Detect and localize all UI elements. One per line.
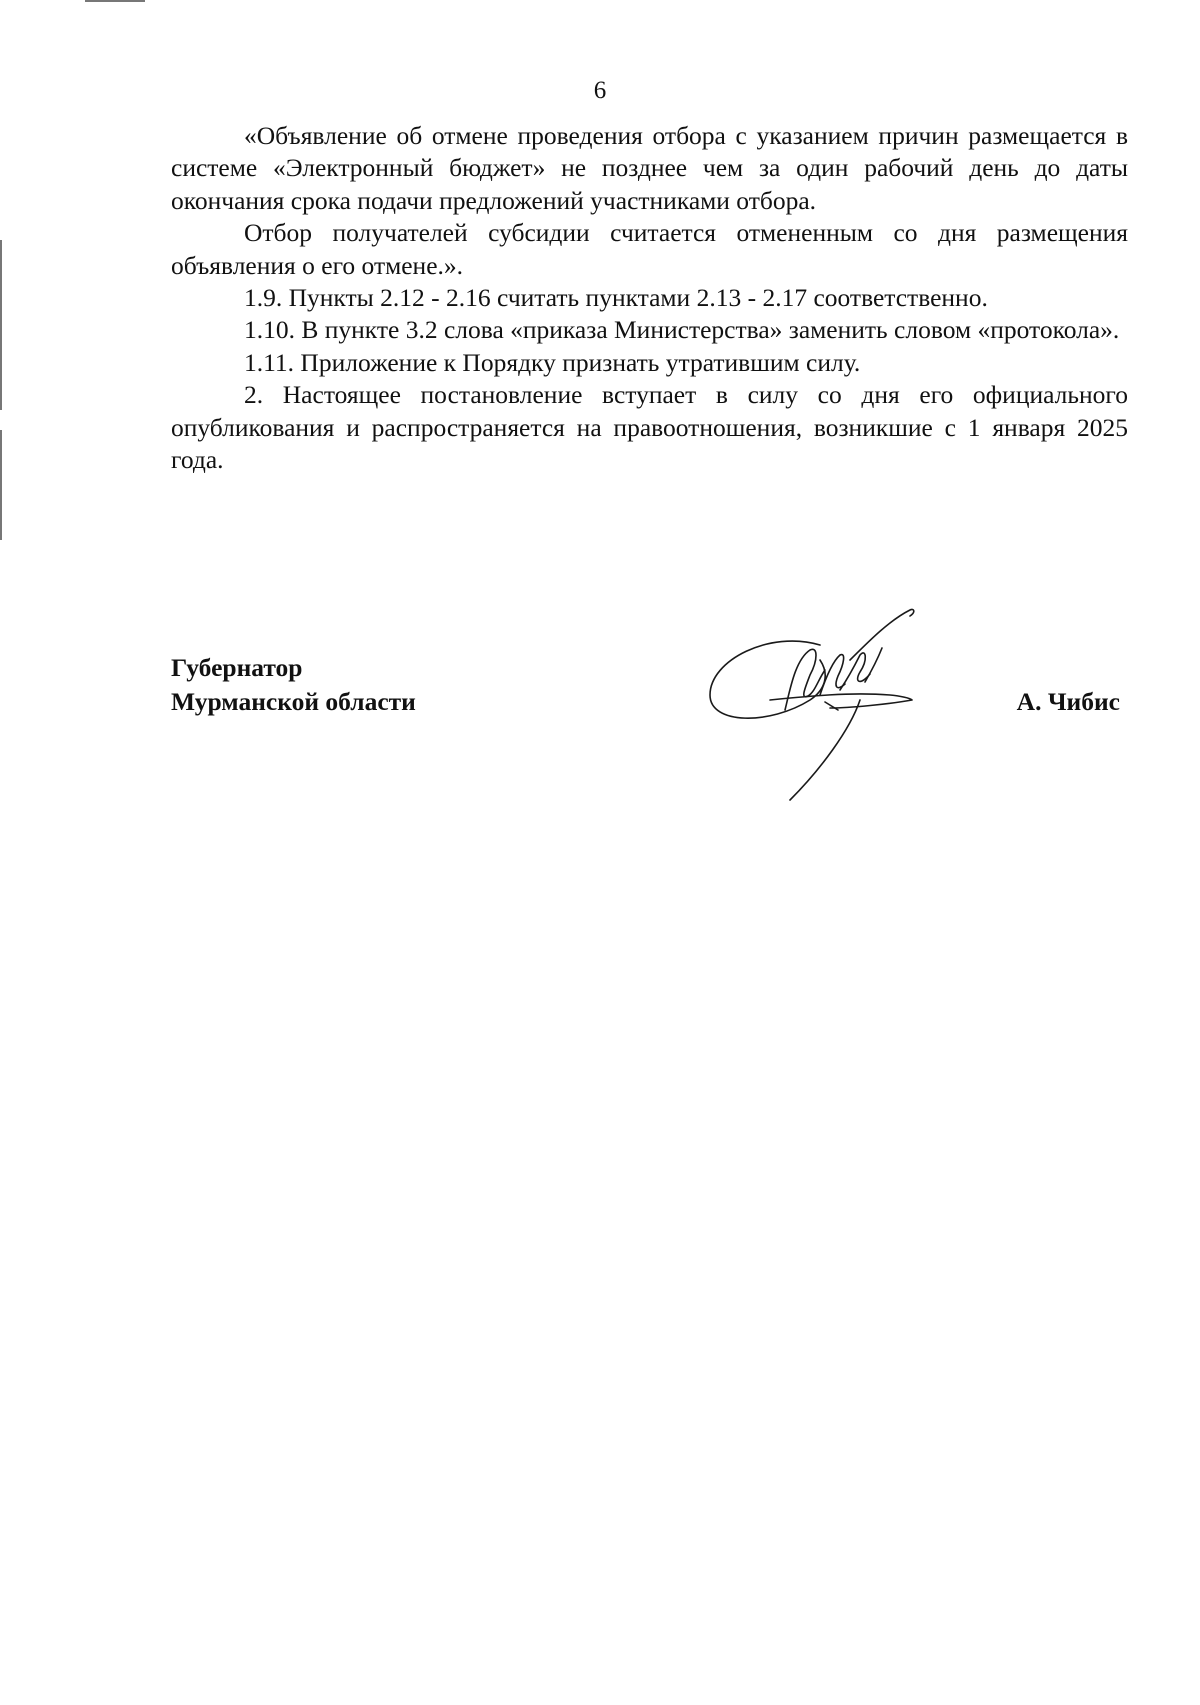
paragraph: 1.11. Приложение к Порядку признать утратившим силу. <box>244 347 861 377</box>
signatory-name: А. Чибис <box>1016 687 1120 716</box>
scan-edge-mark <box>0 430 2 540</box>
document-body <box>171 120 1128 476</box>
paragraph: Отбор получателей субсидии считается отмененным со дня размещения объявления о его отмене.». <box>171 218 1128 280</box>
scan-edge-mark <box>0 240 2 410</box>
signatory-position <box>171 651 416 719</box>
paragraph: 2. Настоящее постановление вступает в силу со дня его официального опубликования и распространяется на правоотношения, возникшие с 1 января 2025 года. <box>171 380 1128 475</box>
handwritten-signature <box>700 600 960 820</box>
position-line: Мурманской области <box>171 687 416 716</box>
paragraph: 1.9. Пункты 2.12 - 2.16 считать пунктами 2.13 - 2.17 соответственно. <box>244 283 988 313</box>
paragraph: «Объявление об отмене проведения отбора с указанием причин размещается в системе «Электронный бюджет» не позднее чем за один рабочий день до даты окончания срока подачи предложений участниками отбора. <box>171 121 1128 215</box>
scan-top-mark <box>85 0 145 2</box>
position-line: Губернатор <box>171 653 303 682</box>
paragraph: 1.10. В пункте 3.2 слова «приказа Министерства» заменить словом «протокола». <box>244 315 1120 345</box>
page-number: 6 <box>593 77 607 104</box>
